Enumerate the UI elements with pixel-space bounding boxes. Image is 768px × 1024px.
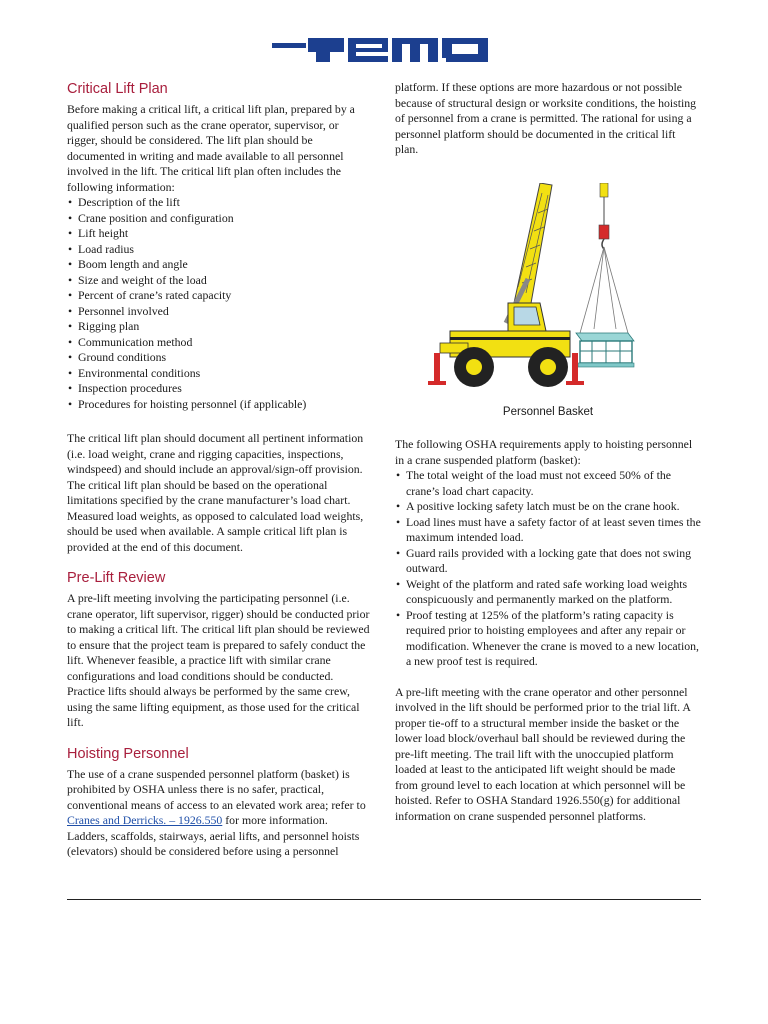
list-item: • Size and weight of the load xyxy=(67,273,371,289)
right-column-top xyxy=(395,80,701,158)
hoisting-personnel-text-cont: for more information. Ladders, scaffolds, stairways, aerial lifts, and personnel hoists (elevators) should be considered before using a personnel xyxy=(67,813,360,858)
osha-requirements-intro: The following OSHA requirements apply to hoisting personnel in a crane suspended platform (basket): xyxy=(395,437,693,467)
list-item: • Weight of the platform and rated safe working load weights conspicuously and permanently marked on the platform. xyxy=(395,577,701,608)
osha-requirements-list xyxy=(395,468,701,670)
list-item: • Lift height xyxy=(67,226,371,242)
list-item: • Communication method xyxy=(67,335,371,351)
figure-caption: Personnel Basket xyxy=(502,406,594,418)
critical-lift-plan-closing: The critical lift plan should document all pertinent information (i.e. load weight, crane and rigging capacities, inspections, windspeed) and should include an approval/sign-off provision. The critical lift plan should be based on the operational limitations specified by the crane manufacturer’s load chart. Measured load weights, as opposed to calculated load weights, should be used when available. A sample critical lift plan is provided at the end of this document. xyxy=(67,431,364,554)
cranes-and-derricks-link[interactable]: Cranes and Derricks. – 1926.550 xyxy=(67,813,223,827)
list-item: • Load lines must have a safety factor of at least seven times the maximum intended load. xyxy=(395,515,701,546)
list-item: • Crane position and configuration xyxy=(67,211,371,227)
pre-lift-review-body: A pre-lift meeting involving the participating personnel (i.e. crane operator, lift supervisor, rigger) should be conducted prior to making a critical lift. The critical lift plan should be reviewed to ensure that the project team is prepared to safely conduct the lift. Whenever feasible, a practice lift with similar crane configurations and load conditions should be conducted. Practice lifts should always be performed by the same crew, using the same lifting equipment, as those used for the critical lift. xyxy=(67,591,370,729)
tema-logo xyxy=(272,26,488,66)
list-item: • Percent of crane’s rated capacity xyxy=(67,288,371,304)
list-item: • Inspection procedures xyxy=(67,381,371,397)
list-item: • The total weight of the load must not exceed 50% of the crane’s load chart capacity. xyxy=(395,468,701,499)
list-item: • Environmental conditions xyxy=(67,366,371,382)
critical-lift-plan-list xyxy=(67,195,371,412)
footer-rule xyxy=(67,899,701,900)
critical-lift-plan-intro: Before making a critical lift, a critical lift plan, prepared by a qualified person such as the crane operator, supervisor, or rigger, should be considered. The lift plan should be documented in writing and made available to all personnel involved in the lift. The critical lift plan often includes the following information: xyxy=(67,102,355,194)
hoisting-personnel-continued: platform. If these options are more hazardous or not possible because of structural design or worksite conditions, the hoisting of personnel from a crane is permitted. The rational for using a personnel platform should be documented in the critical lift plan. xyxy=(395,80,697,156)
hoisting-personnel-text: The use of a crane suspended personnel platform (basket) is prohibited by OSHA unless there is no safer, practical, conventional means of access to an elevated work area; refer to xyxy=(67,766,366,812)
osha-requirements-closing: A pre-lift meeting with the crane operator and other personnel involved in the lift should be performed prior to the trial lift. A proper tie-off to a structural member inside the basket or the lower load block/overhaul ball should be reviewed during the pre-lift meeting. The trail lift with the unoccupied platform loaded at least to the anticipated lift weight should be made from ground level to each location at which personnel will be hoisted. Refer to OSHA Standard 1926.550(g) for additional information on crane suspended personnel platforms. xyxy=(395,684,691,823)
list-item: • Rigging plan xyxy=(67,319,371,335)
critical-lift-plan-heading: Critical Lift Plan xyxy=(67,81,168,97)
list-item: • Proof testing at 125% of the platform’s rating capacity is required prior to hoisting employees and after any repair or modification. Whenever the crane is moved to a new location, a new proof test is required. xyxy=(395,608,701,670)
list-item: • A positive locking safety latch must be on the crane hook. xyxy=(395,499,701,515)
list-item: • Guard rails provided with a locking gate that does not swing outward. xyxy=(395,546,701,577)
hoisting-personnel-heading: Hoisting Personnel xyxy=(67,745,189,762)
list-item: • Ground conditions xyxy=(67,350,371,366)
hoisting-personnel-body xyxy=(67,767,371,860)
list-item: • Procedures for hoisting personnel (if applicable) xyxy=(67,397,371,413)
pre-lift-review-heading: Pre-Lift Review xyxy=(67,570,166,586)
right-column-bottom xyxy=(395,437,701,824)
left-column xyxy=(67,80,371,860)
list-item: • Personnel involved xyxy=(67,304,371,320)
list-item: • Description of the lift xyxy=(67,195,371,211)
list-item: • Load radius xyxy=(67,242,371,258)
list-item: • Boom length and angle xyxy=(67,257,371,273)
crane-personnel-basket-illustration xyxy=(422,183,652,399)
